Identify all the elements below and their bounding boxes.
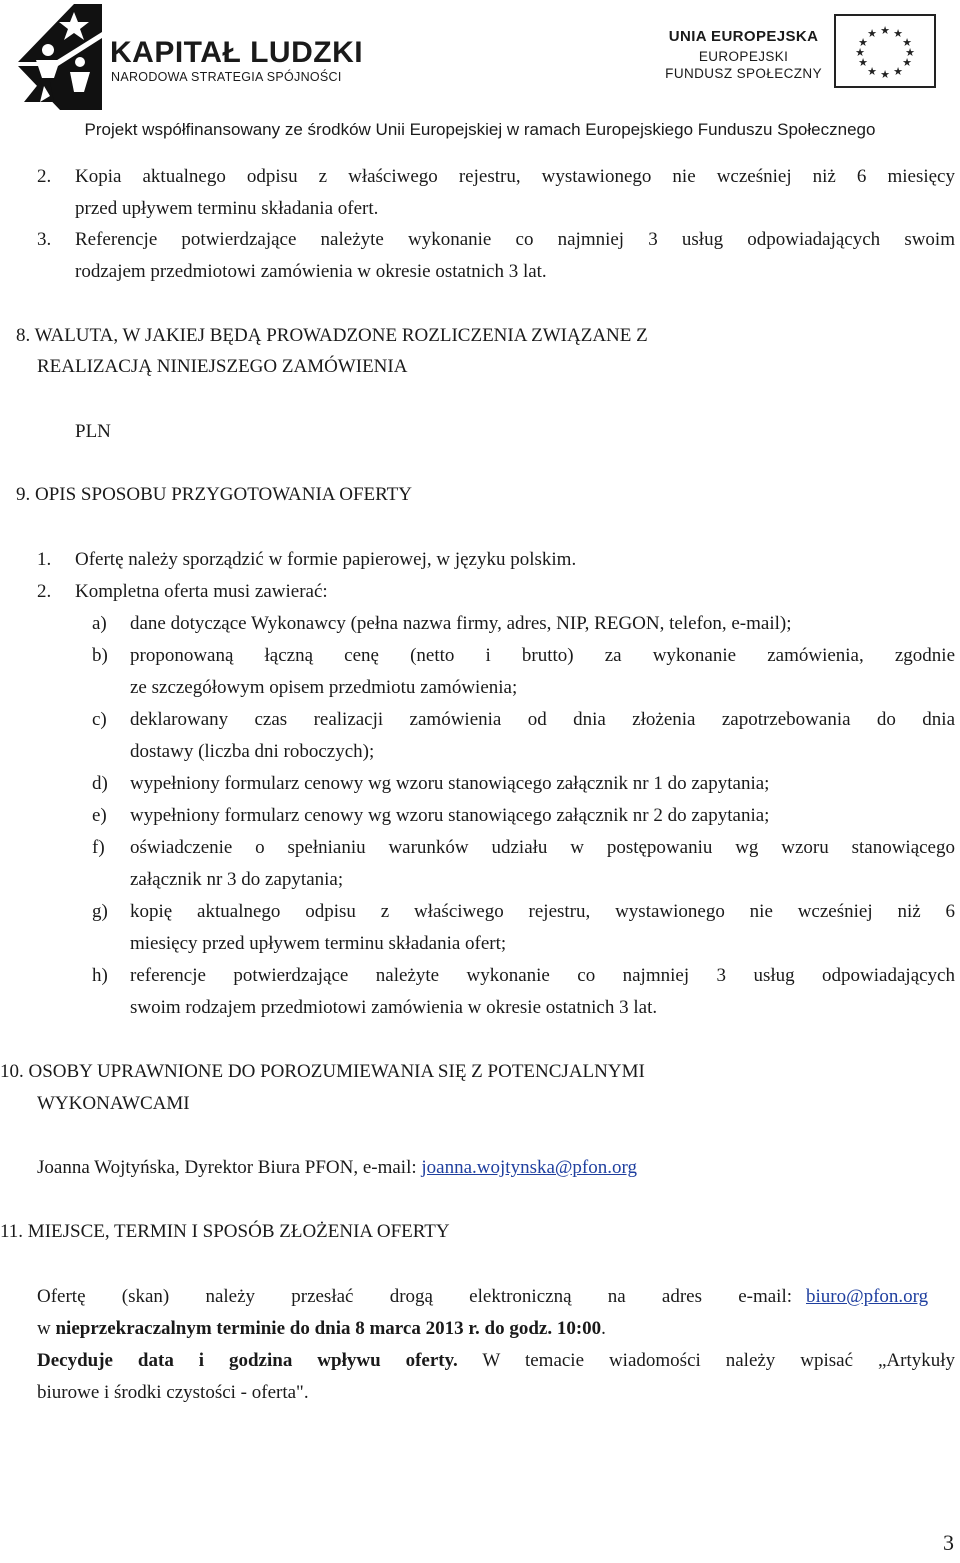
deadline-suffix: . — [601, 1318, 606, 1339]
svg-text:★: ★ — [893, 65, 903, 78]
sub-item-letter: b) — [92, 645, 108, 666]
sub-item-letter: c) — [92, 709, 107, 730]
sub-item-text: załącznik nr 3 do zapytania; — [130, 869, 344, 890]
decision-line-cont: biurowe i środki czystości - oferta". — [37, 1382, 309, 1403]
section-8-heading: 8. WALUTA, W JAKIEJ BĘDĄ PROWADZONE ROZLICZENIA ZWIĄZANE Z — [16, 325, 648, 346]
currency-value: PLN — [75, 421, 111, 442]
submission-text: Ofertę (skan) należy przesłać drogą elektroniczną na adres e-mail: — [37, 1286, 792, 1307]
svg-text:★: ★ — [905, 46, 915, 59]
page-number: 3 — [943, 1530, 954, 1555]
project-cofinancing-line: Projekt współfinansowany ze środków Unii Europejskiej w ramach Europejskiego Funduszu Społecznego — [84, 120, 876, 139]
svg-text:★: ★ — [902, 36, 912, 49]
svg-text:★: ★ — [858, 36, 868, 49]
sub-item-text: dane dotyczące Wykonawcy (pełna nazwa firmy, adres, NIP, REGON, telefon, e-mail); — [130, 613, 792, 634]
section-11-heading: 11. MIEJSCE, TERMIN I SPOSÓB ZŁOŻENIA OFERTY — [0, 1221, 450, 1242]
contact-text: Joanna Wojtyńska, Dyrektor Biura PFON, e-mail: — [37, 1157, 422, 1178]
list-item-number: 2. — [37, 166, 52, 187]
list-item-text: Ofertę należy sporządzić w formie papierowej, w języku polskim. — [75, 549, 577, 570]
kapital-ludzki-title: KAPITAŁ LUDZKI — [110, 36, 364, 69]
sub-item-text: wypełniony formularz cenowy wg wzoru stanowiącego załącznik nr 1 do zapytania; — [130, 773, 770, 794]
kapital-ludzki-subtitle: NARODOWA STRATEGIA SPÓJNOŚCI — [111, 70, 342, 84]
section-10-heading: 10. OSOBY UPRAWNIONE DO POROZUMIEWANIA SIĘ Z POTENCJALNYMI — [0, 1061, 645, 1082]
list-item-text: rodzajem przedmiotowi zamówienia w okresie ostatnich 3 lat. — [75, 261, 547, 282]
svg-text:★: ★ — [880, 24, 890, 37]
svg-text:★: ★ — [858, 56, 868, 69]
svg-text:★: ★ — [855, 46, 865, 59]
decision-line — [37, 1350, 955, 1372]
list-item-number: 1. — [37, 549, 52, 570]
list-item-text: Referencje potwierdzające należyte wykonanie co najmniej 3 usług odpowiadających swoim — [75, 229, 955, 250]
sub-item-letter: e) — [92, 805, 107, 826]
contact-email-link[interactable]: joanna.wojtynska@pfon.org — [421, 1157, 637, 1178]
list-item-number: 2. — [37, 581, 52, 602]
list-item-number: 3. — [37, 229, 52, 250]
section-10-heading-cont: WYKONAWCAMI — [37, 1093, 190, 1114]
sub-item-text: kopię aktualnego odpisu z właściwego rejestru, wystawionego nie wcześniej niż 6 — [130, 901, 955, 922]
sub-item-letter: g) — [92, 901, 108, 922]
page-header — [0, 0, 960, 150]
svg-text:★: ★ — [867, 65, 877, 78]
sub-item-letter: f) — [92, 837, 105, 858]
sub-item-letter: d) — [92, 773, 108, 794]
svg-text:★: ★ — [867, 27, 877, 40]
eu-social-fund-label: FUNDUSZ SPOŁECZNY — [665, 66, 822, 81]
sub-item-text: swoim rodzajem przedmiotowi zamówienia w okresie ostatnich 3 lat. — [130, 997, 658, 1018]
sub-item-text: miesięcy przed upływem terminu składania ofert; — [130, 933, 507, 954]
eu-european-label: EUROPEJSKI — [698, 49, 789, 64]
decision-rest: W temacie wiadomości należy wpisać „Artykuły — [457, 1350, 955, 1371]
section-8-heading-cont: REALIZACJĄ NINIEJSZEGO ZAMÓWIENIA — [37, 356, 408, 377]
sub-item-letter: a) — [92, 613, 107, 634]
kapital-ludzki-logo-icon — [14, 2, 106, 112]
sub-item-text: deklarowany czas realizacji zamówienia od dnia złożenia zapotrzebowania do dnia — [130, 709, 955, 730]
svg-text:★: ★ — [893, 27, 903, 40]
sub-item-text: wypełniony formularz cenowy wg wzoru stanowiącego załącznik nr 2 do zapytania; — [130, 805, 770, 826]
sub-item-text: proponowaną łączną cenę (netto i brutto) za wykonanie zamówienia, zgodnie — [130, 645, 955, 666]
svg-text:★: ★ — [880, 68, 890, 81]
sub-item-text: dostawy (liczba dni roboczych); — [130, 741, 375, 762]
deadline-line — [37, 1318, 606, 1340]
deadline-bold: nieprzekraczalnym terminie do dnia 8 marca 2013 r. do godz. 10:00 — [55, 1318, 602, 1339]
sub-item-text: referencje potwierdzające należyte wykonanie co najmniej 3 usług odpowiadających — [130, 965, 955, 986]
list-item-text: Kopia aktualnego odpisu z właściwego rejestru, wystawionego nie wcześniej niż 6 miesięcy — [75, 166, 955, 187]
decision-bold: Decyduje data i godzina wpływu oferty. — [37, 1350, 458, 1371]
eu-flag-icon — [834, 14, 936, 88]
eu-union-label: UNIA EUROPEJSKA — [668, 28, 819, 45]
svg-text:★: ★ — [902, 56, 912, 69]
list-item-text: przed upływem terminu składania ofert. — [75, 198, 379, 219]
deadline-prefix: w — [37, 1318, 56, 1339]
sub-item-text: ze szczegółowym opisem przedmiotu zamówienia; — [130, 677, 518, 698]
submission-email-link[interactable]: biuro@pfon.org — [806, 1286, 929, 1307]
list-item-text: Kompletna oferta musi zawierać: — [75, 581, 328, 602]
sub-item-text: oświadczenie o spełnianiu warunków udziału w postępowaniu wg wzoru stanowiącego — [130, 837, 955, 858]
contact-line — [37, 1157, 637, 1179]
sub-item-letter: h) — [92, 965, 108, 986]
section-9-heading: 9. OPIS SPOSOBU PRZYGOTOWANIA OFERTY — [16, 484, 412, 505]
eu-fund-label — [665, 28, 822, 81]
